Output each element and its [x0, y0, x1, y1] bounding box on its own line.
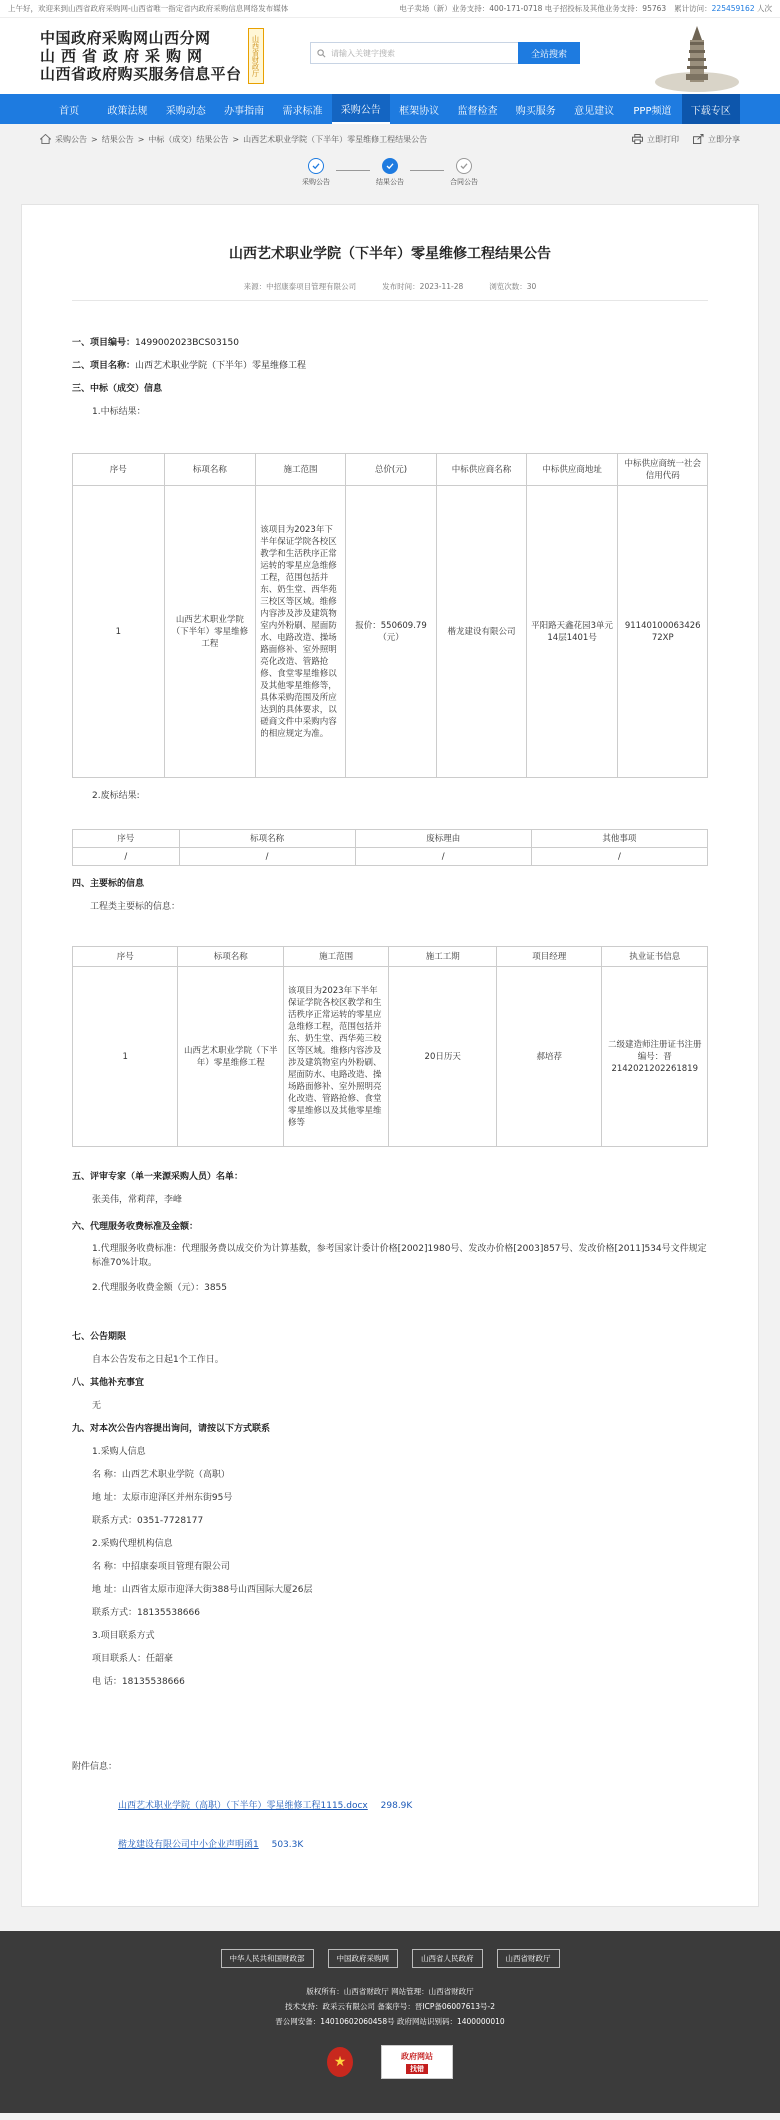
nav-standards[interactable]: 需求标准: [282, 105, 323, 117]
award-header-no: 序号: [73, 454, 165, 486]
welcome-text: 上午好，欢迎来到山西省政府采购网-山西省唯一指定省内政府采购信息网络发布媒体: [8, 4, 289, 13]
section-project-name: 二、项目名称：山西艺术职业学院（下半年）零星维修工程: [72, 361, 307, 371]
breadcrumb-item-current: 山西艺术职业学院（下半年）零星维修工程结果公告: [243, 134, 428, 144]
logo-line-1: 中国政府采购网山西分网: [40, 29, 211, 47]
contact-purchaser-phone: 联系方式：0351-7728177: [92, 1516, 204, 1526]
section-contact: 九、对本次公告内容提出询问，请按以下方式联系: [72, 1424, 271, 1434]
article-source: 来源：中招康泰项目管理有限公司: [243, 282, 357, 291]
main-nav: [0, 94, 780, 124]
award-table: [72, 453, 708, 778]
article-body: [72, 335, 708, 1850]
search-placeholder: 请输入关键字搜索: [331, 48, 395, 58]
nav-policy[interactable]: 政策法规: [107, 105, 148, 117]
section-notice-period: 七、公告期限: [72, 1332, 127, 1342]
attachment-link-2[interactable]: 楷龙建设有限公司中小企业声明函1: [118, 1840, 259, 1850]
main-cell-lot: 山西艺术职业学院（下半年）零星维修工程: [178, 967, 283, 1147]
failed-cell-other: /: [531, 848, 707, 866]
home-icon[interactable]: [40, 134, 51, 144]
award-header-lot: 标项名称: [164, 454, 256, 486]
nav-announcements[interactable]: 采购公告: [332, 94, 390, 124]
footer-badges: [0, 2045, 780, 2079]
section-agency-fee: 六、代理服务收费标准及金额：: [72, 1222, 199, 1232]
attachment-link-1[interactable]: 山西艺术职业学院（高职）（下半年）零星维修工程1115.docx: [118, 1801, 368, 1811]
contact-agency-name: 名 称：中招康泰项目管理有限公司: [92, 1562, 230, 1572]
section-award-info: 三、中标（成交）信息: [72, 384, 163, 394]
check-icon: [460, 162, 468, 170]
footer-tech-support: 技术支持：政采云有限公司 备案序号：晋ICP备06007613号-2: [284, 2002, 495, 2011]
article-views: 浏览次数：30: [489, 282, 537, 291]
logo-line-3: 山西省政府购买服务信息平台: [40, 65, 242, 83]
award-cell-price: 报价：550609.79（元）: [345, 486, 437, 778]
other-value: 无: [92, 1401, 102, 1411]
award-cell-no: 1: [73, 486, 165, 778]
main-cell-scope: 该项目为2023年下半年保证学院各校区教学和生活秩序正常运转的零星应急维修工程，范围包括并东、奶生堂、西华苑三校区等区域。维修内容涉及涉及建筑物室内外粉刷、屋面防水、电路改造、操场路面修补、室外照明亮化改造、管路抢修、食堂零星维修以及其他零星维修等: [283, 967, 388, 1147]
breadcrumb-item-3[interactable]: 中标（成交）结果公告: [148, 134, 229, 144]
site-logo[interactable]: [40, 28, 264, 84]
award-header-credit-code: 中标供应商统一社会信用代码: [618, 454, 708, 486]
award-header-scope: 施工范围: [256, 454, 346, 486]
failed-cell-no: /: [73, 848, 180, 866]
contact-agency-phone: 联系方式：18135538666: [92, 1608, 200, 1618]
section-main-subject: 四、主要标的信息: [72, 879, 145, 889]
award-header-price: 总价(元): [345, 454, 437, 486]
step-connector: [336, 170, 370, 171]
breadcrumb: 采购公告 > 结果公告 > 中标（成交）结果公告 > 山西艺术职业学院（下半年）零星维修工程结果公告: [40, 134, 427, 145]
main-cell-duration: 20日历天: [389, 967, 497, 1147]
breadcrumb-item-1[interactable]: 采购公告: [55, 134, 87, 144]
check-icon: [386, 162, 394, 170]
contact-agency-address: 地 址：山西省太原市迎泽大街388号山西国际大厦26层: [92, 1585, 313, 1595]
footer-link-ccgp[interactable]: 中国政府采购网: [328, 1949, 399, 1968]
award-header-address: 中标供应商地址: [526, 454, 618, 486]
footer-copyright: 版权所有：山西省财政厅 网站管理：山西省财政厅: [306, 1987, 474, 1996]
section-other: 八、其他补充事宜: [72, 1378, 145, 1388]
award-cell-credit-code: 91140100063426​72XP: [618, 486, 708, 778]
article-date: 发布时间：2023-11-28: [382, 282, 464, 291]
nav-feedback[interactable]: 意见建议: [574, 105, 615, 117]
contact-project-phone: 电 话：18135538666: [92, 1677, 185, 1687]
award-cell-scope: 该项目为2023年下半年保证学院各校区教学和生活秩序正常运转的零星应急维修工程，范围包括并东、奶生堂、西华苑三校区等区域。维修内容涉及涉及建筑物室内外粉刷、屋面防水、电路改造、操场路面修补、室外照明亮化改造、管路抢修、食堂零星维修以及其他零星维修等，具体采购范围及所应达到的具体要求，以磋商文件中采购内容的相应规定为准。: [256, 486, 346, 778]
contact-purchaser-name: 名 称：山西艺术职业学院（高职）: [92, 1470, 230, 1480]
nav-news[interactable]: 采购动态: [165, 105, 206, 117]
step-contract[interactable]: 合同公告: [444, 158, 484, 187]
gov-site-error-badge[interactable]: 政府网站 找错: [381, 2045, 453, 2079]
search-icon: [317, 49, 326, 58]
main-header-scope: 施工范围: [283, 947, 388, 967]
step-connector: [410, 170, 444, 171]
footer-links: [0, 1949, 780, 1968]
main-header-duration: 施工工期: [389, 947, 497, 967]
party-emblem-icon[interactable]: ★: [327, 2047, 353, 2077]
failed-cell-reason: /: [355, 848, 531, 866]
pagoda-landmark-icon: [654, 22, 740, 92]
failed-result-label: 2.废标结果:: [92, 791, 140, 801]
process-steps: [40, 154, 740, 198]
main-cell-manager: 郝培荐: [496, 967, 601, 1147]
article-title: 山西艺术职业学院（下半年）零星维修工程结果公告: [229, 246, 551, 262]
failed-header-reason: 废标理由: [355, 830, 531, 848]
agency-fee-standard: 1.代理服务收费标准：代理服务费以成交价为计算基数，参考国家计委计价格[2002]1980号、发改办价格[2003]857号、发改价格[2011]534号文件规定标准70%计取。: [92, 1244, 707, 1268]
logo-line-2: 山西省政府采购网: [40, 47, 209, 65]
main-header-license: 执业证书信息: [602, 947, 708, 967]
site-header: [0, 18, 780, 94]
attachment-item: [72, 1837, 708, 1850]
experts-list: 张美伟，常莉萍，李峰: [92, 1195, 183, 1205]
nav-supervision[interactable]: 监督检查: [457, 105, 498, 117]
failed-header-no: 序号: [73, 830, 180, 848]
main-subject-label: 工程类主要标的信息：: [90, 902, 181, 912]
contact-project-person: 项目联系人：任韶豪: [92, 1654, 174, 1664]
nav-ppp[interactable]: PPP频道: [633, 105, 672, 117]
contact-project-heading: 3.项目联系方式: [92, 1631, 155, 1641]
failed-cell-lot: /: [179, 848, 355, 866]
table-row: [73, 848, 708, 866]
step-procurement[interactable]: 采购公告: [296, 158, 336, 187]
footer-security-record: 晋公网安备：14010602060458号 政府网站识别码：1400000010: [275, 2017, 505, 2026]
main-header-no: 序号: [73, 947, 178, 967]
main-header-manager: 项目经理: [496, 947, 601, 967]
award-cell-address: 平阳路天鑫花园3单元14层1401号: [526, 486, 618, 778]
main-header-lot: 标项名称: [178, 947, 283, 967]
main-cell-license: 二级建造师注册证书注册编号：晋2142021202261819: [602, 967, 708, 1147]
contact-purchaser-heading: 1.采购人信息: [92, 1447, 146, 1457]
table-row: [73, 967, 708, 1147]
award-cell-supplier: 楷龙建设有限公司: [437, 486, 527, 778]
check-icon: [312, 162, 320, 170]
award-header-supplier: 中标供应商名称: [437, 454, 527, 486]
top-info-bar: [0, 0, 780, 18]
failed-header-other: 其他事项: [531, 830, 707, 848]
attachment-size-1: 298.9K: [380, 1801, 413, 1811]
breadcrumb-item-2[interactable]: 结果公告: [101, 134, 134, 144]
failed-header-lot: 标项名称: [179, 830, 355, 848]
article-meta: [72, 281, 708, 292]
share-button[interactable]: 立即分享: [693, 134, 740, 145]
attachment-size-2: 503.3K: [271, 1840, 304, 1850]
award-cell-lot: 山西艺术职业学院（下半年）零星维修工程: [164, 486, 256, 778]
nav-services[interactable]: 购买服务: [515, 105, 556, 117]
main-subject-table: [72, 946, 708, 1147]
breadcrumb-bar: [40, 124, 740, 154]
table-row: [73, 486, 708, 778]
nav-downloads[interactable]: 下载专区: [682, 94, 740, 124]
site-footer: [0, 1931, 780, 2113]
visit-counter: 累计访问：225459162 人次: [674, 4, 772, 13]
hotline-text: 电子卖场（新）业务支持：400-171-0718 电子招投标及其他业务支持：95763: [399, 4, 667, 13]
nav-guide[interactable]: 办事指南: [224, 105, 265, 117]
search-button[interactable]: 全站搜索: [518, 42, 580, 64]
step-result[interactable]: 结果公告: [370, 158, 410, 187]
attachments-label: 附件信息：: [72, 1762, 118, 1772]
nav-home[interactable]: 首页: [59, 105, 80, 117]
article-card: [21, 204, 759, 1907]
printer-icon: [632, 134, 643, 144]
contact-agency-heading: 2.采购代理机构信息: [92, 1539, 173, 1549]
footer-link-mof[interactable]: 中华人民共和国财政部: [221, 1949, 314, 1968]
footer-link-shanxi-finance[interactable]: 山西省财政厅: [497, 1949, 560, 1968]
attachment-item: [72, 1798, 708, 1811]
section-project-number: 一、项目编号：1499002023BCS03150: [72, 338, 239, 348]
main-cell-no: 1: [73, 967, 178, 1147]
logo-badge: 山西省财政厅: [248, 28, 264, 84]
contact-purchaser-address: 地 址：太原市迎泽区并州东街95号: [92, 1493, 233, 1503]
search-bar: [310, 42, 580, 64]
nav-framework[interactable]: 框架协议: [399, 105, 440, 117]
footer-info: [0, 1984, 780, 2029]
print-button[interactable]: 立即打印: [632, 134, 679, 145]
agency-fee-amount: 2.代理服务收费金额（元）：3855: [92, 1283, 227, 1293]
notice-period-value: 自本公告发布之日起1个工作日。: [92, 1355, 224, 1365]
footer-link-shanxi-gov[interactable]: 山西省人民政府: [412, 1949, 483, 1968]
section-experts: 五、评审专家（单一来源采购人员）名单：: [72, 1172, 244, 1182]
award-result-label: 1.中标结果：: [92, 407, 146, 417]
share-icon: [693, 134, 704, 144]
failed-table: [72, 829, 708, 866]
search-input[interactable]: [310, 42, 518, 64]
